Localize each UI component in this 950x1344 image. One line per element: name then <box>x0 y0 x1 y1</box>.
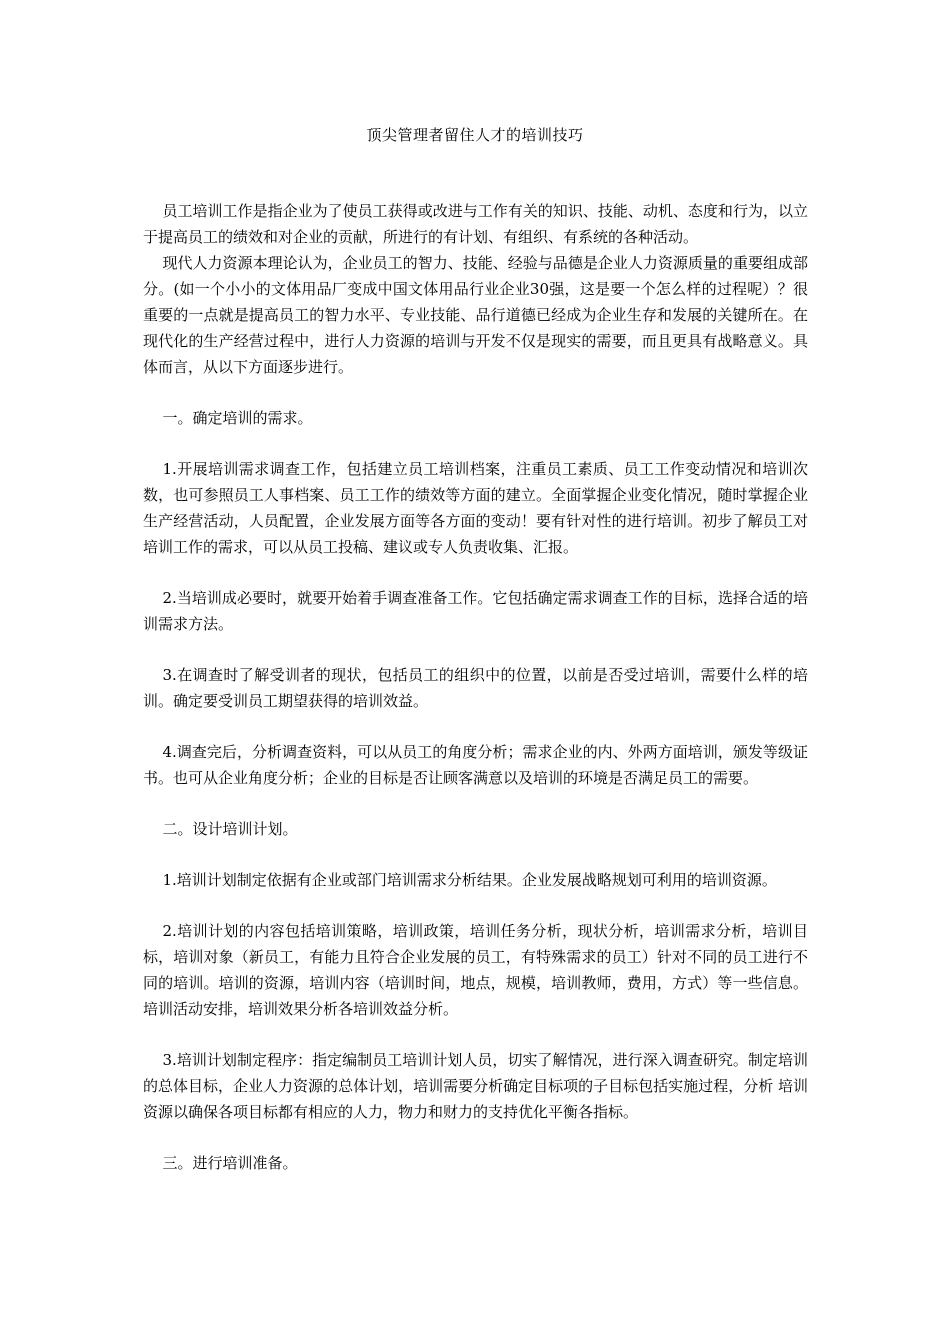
paragraph-item: 3.在调查时了解受训者的现状，包括员工的组织中的位置，以前是否受过培训，需要什么样的培训。确定要受训员工期望获得的培训效益。 <box>143 666 808 710</box>
paragraph-item: 4.调查完后，分析调查资料，可以从员工的角度分析；需求企业的内、外两方面培训，颁发等级证书。也可从企业角度分析；企业的目标是否让顾客满意以及培训的环境是否满足员工的需要。 <box>143 743 808 787</box>
document-title: 顶尖管理者留住人才的培训技巧 <box>366 126 584 144</box>
paragraph-item: 3.培训计划制定程序：指定编制员工培训计划人员，切实了解情况，进行深入调查研究。制定培训的总体目标，企业人力资源的总体计划，培训需要分析确定目标项的子目标包括实施过程，分析 培训资源以确保各项目标都有相应的人力，物力和财力的支持优化平衡各指标。 <box>143 1051 808 1121</box>
document-body <box>143 198 808 1176</box>
paragraph-item: 2.培训计划的内容包括培训策略，培训政策，培训任务分析，现状分析，培训需求分析，培训目标，培训对象（新员工，有能力且符合企业发展的员工，有特殊需求的员工）针对不同的员工进行不同的培训。培训的资源，培训内容（培训时间，地点，规模，培训教师，费用，方式）等一些信息。培训活动安排，培训效果分析各培训效益分析。 <box>143 922 808 1018</box>
paragraph-theory: 现代人力资源本理论认为，企业员工的智力、技能、经验与品德是企业人力资源质量的重要组成部分。(如一个小小的文体用品厂变成中国文体用品行业企业30强，这是要一个怎么样的过程呢）？很重要的一点就是提高员工的智力水平、专业技能、品行道德已经成为企业生存和发展的关键所在。在现代化的生产经营过程中，进行人力资源的培训与开发不仅是现实的需要，而且更具有战略意义。具体而言，从以下方面逐步进行。 <box>143 254 808 376</box>
paragraph-item: 1.开展培训需求调查工作，包括建立员工培训档案，注重员工素质、员工工作变动情况和培训次数，也可参照员工人事档案、员工工作的绩效等方面的建立。全面掌握企业变化情况，随时掌握企业生产经营活动，人员配置，企业发展方面等各方面的变动！要有针对性的进行培训。初步了解员工对培训工作的需求，可以从员工投稿、建议或专人负责收集、汇报。 <box>143 460 808 556</box>
section-heading-1: 一。确定培训的需求。 <box>162 409 313 427</box>
section-heading-2: 二。设计培训计划。 <box>162 820 298 838</box>
paragraph-item: 2.当培训成必要时，就要开始着手调查准备工作。它包括确定需求调查工作的目标，选择合适的培训需求方法。 <box>143 589 808 633</box>
paragraph-intro: 员工培训工作是指企业为了使员工获得或改进与工作有关的知识、技能、动机、态度和行为，以立于提高员工的绩效和对企业的贡献，所进行的有计划、有组织、有系统的各种活动。 <box>143 202 808 246</box>
paragraph-item: 1.培训计划制定依据有企业或部门培训需求分析结果。企业发展战略规划可利用的培训资源。 <box>162 871 777 889</box>
section-heading-3: 三。进行培训准备。 <box>162 1154 298 1172</box>
